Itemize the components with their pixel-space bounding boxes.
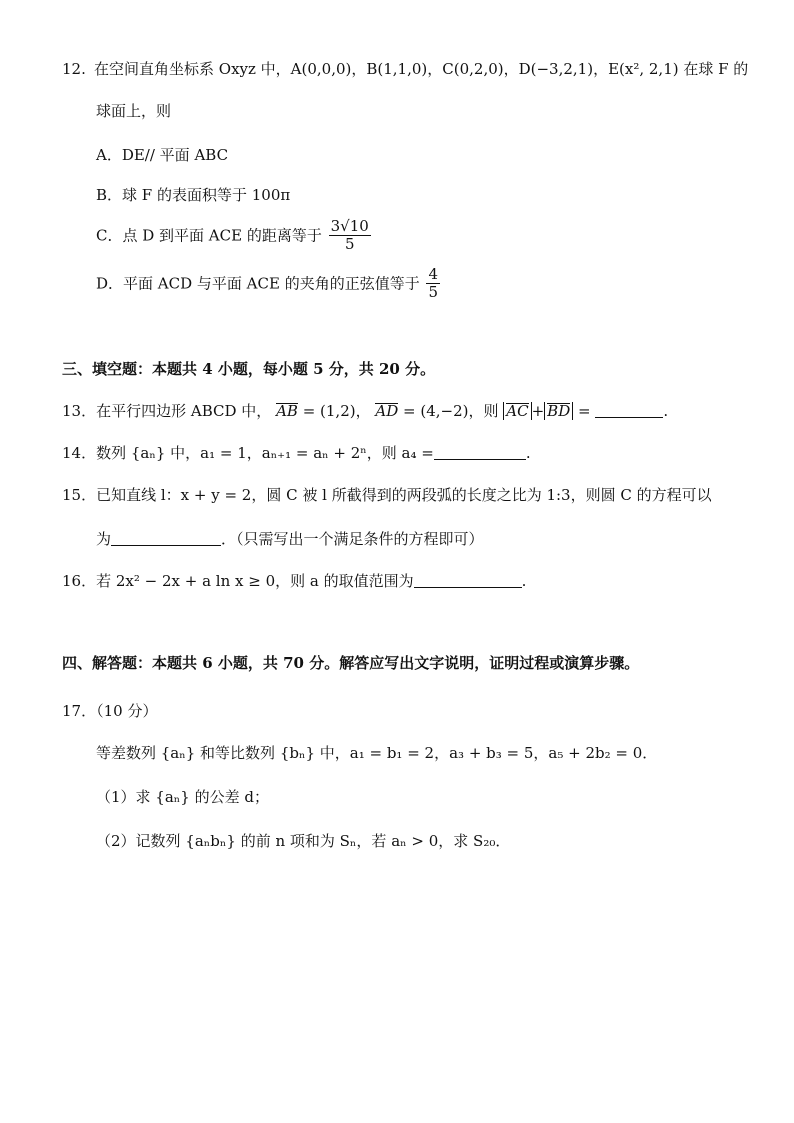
q12-option-d-fraction bbox=[426, 266, 440, 301]
q13-number: 13． bbox=[62, 402, 97, 420]
q13-plus: + bbox=[531, 402, 545, 420]
q15-line1 bbox=[62, 484, 712, 506]
section-3-heading: 三、填空题：本题共 4 小题，每小题 5 分，共 20 分。 bbox=[62, 360, 436, 378]
q12-option-c-fraction bbox=[329, 218, 371, 253]
fraction-denominator: 5 bbox=[344, 235, 355, 253]
section-4-heading: 四、解答题：本题共 6 小题，共 70 分。解答应写出文字说明，证明过程或演算步骤。 bbox=[62, 654, 640, 672]
q12-option-a: A．DE// 平面 ABC bbox=[96, 146, 229, 164]
q16 bbox=[62, 570, 526, 592]
q15-number: 15． bbox=[62, 486, 97, 504]
q12-option-d bbox=[96, 266, 442, 301]
q12-option-b: B．球 F 的表面积等于 100π bbox=[96, 186, 291, 204]
answer-blank[interactable] bbox=[111, 531, 221, 546]
q13-text-pre: 在平行四边形 ABCD 中， bbox=[96, 402, 272, 420]
q14 bbox=[62, 442, 531, 464]
q16-number: 16． bbox=[62, 572, 97, 590]
q14-number: 14． bbox=[62, 444, 97, 462]
q17-part1: （1）求 {aₙ} 的公差 d； bbox=[96, 788, 269, 806]
fraction-numerator: 3√10 bbox=[330, 217, 369, 235]
abs-vector-bd bbox=[544, 402, 573, 420]
q14-end: . bbox=[525, 444, 531, 462]
q15-line2-pre: 为 bbox=[96, 530, 112, 548]
q17-part2: （2）记数列 {aₙbₙ} 的前 n 项和为 Sₙ，若 aₙ > 0，求 S₂₀． bbox=[96, 832, 511, 850]
fraction-denominator: 5 bbox=[428, 283, 439, 301]
fraction-numerator: 4 bbox=[428, 265, 439, 283]
q12-stem-line2: 球面上，则 bbox=[96, 102, 172, 120]
q16-end: . bbox=[521, 572, 527, 590]
q17-stem: 等差数列 {aₙ} 和等比数列 {bₙ} 中，a₁ = b₁ = 2，a₃ + b₃ = 5，a₅ + 2b₂ = 0． bbox=[96, 744, 658, 762]
q15-line2 bbox=[96, 528, 484, 550]
q16-text: 若 2x² − 2x + a ln x ≥ 0，则 a 的取值范围为 bbox=[96, 572, 414, 590]
q15-line2-post: ．（只需写出一个满足条件的方程即可） bbox=[221, 530, 484, 548]
abs-vector-ac bbox=[503, 402, 531, 420]
answer-blank[interactable] bbox=[414, 573, 522, 588]
q17-number: 17．（10 分） bbox=[62, 702, 158, 720]
q12-number: 12. bbox=[62, 60, 86, 78]
q12-stem-line1 bbox=[62, 58, 748, 80]
q12-stem-text: 在空间直角坐标系 Oxyz 中，A(0,0,0)，B(1,1,0)，C(0,2,0)，D(−3,2,1)，E(x², 2,1) 在球 F 的 bbox=[94, 60, 749, 78]
q15-text: 已知直线 l：x + y = 2，圆 C 被 l 所截得到的两段弧的长度之比为 1:3，则圆 C 的方程可以 bbox=[96, 486, 712, 504]
q13-end: . bbox=[663, 402, 669, 420]
q13-eq1: = (1,2)， bbox=[302, 402, 371, 420]
vector-ac: AC bbox=[506, 402, 529, 420]
q13 bbox=[62, 400, 668, 422]
vector-bd: BD bbox=[547, 402, 571, 420]
answer-blank[interactable] bbox=[434, 445, 526, 460]
q12-option-c-text: C．点 D 到平面 ACE 的距离等于 bbox=[96, 226, 322, 245]
q12-option-d-text: D．平面 ACD 与平面 ACE 的夹角的正弦值等于 bbox=[96, 274, 420, 293]
q12-option-c bbox=[96, 218, 373, 253]
vector-ab: AB bbox=[276, 402, 298, 420]
vector-ad: AD bbox=[375, 402, 399, 420]
q13-eq3: = bbox=[578, 402, 591, 420]
answer-blank[interactable] bbox=[595, 403, 663, 418]
q13-eq2: = (4,−2)，则 bbox=[403, 402, 499, 420]
q14-text: 数列 {aₙ} 中，a₁ = 1，aₙ₊₁ = aₙ + 2ⁿ，则 a₄ = bbox=[96, 444, 434, 462]
